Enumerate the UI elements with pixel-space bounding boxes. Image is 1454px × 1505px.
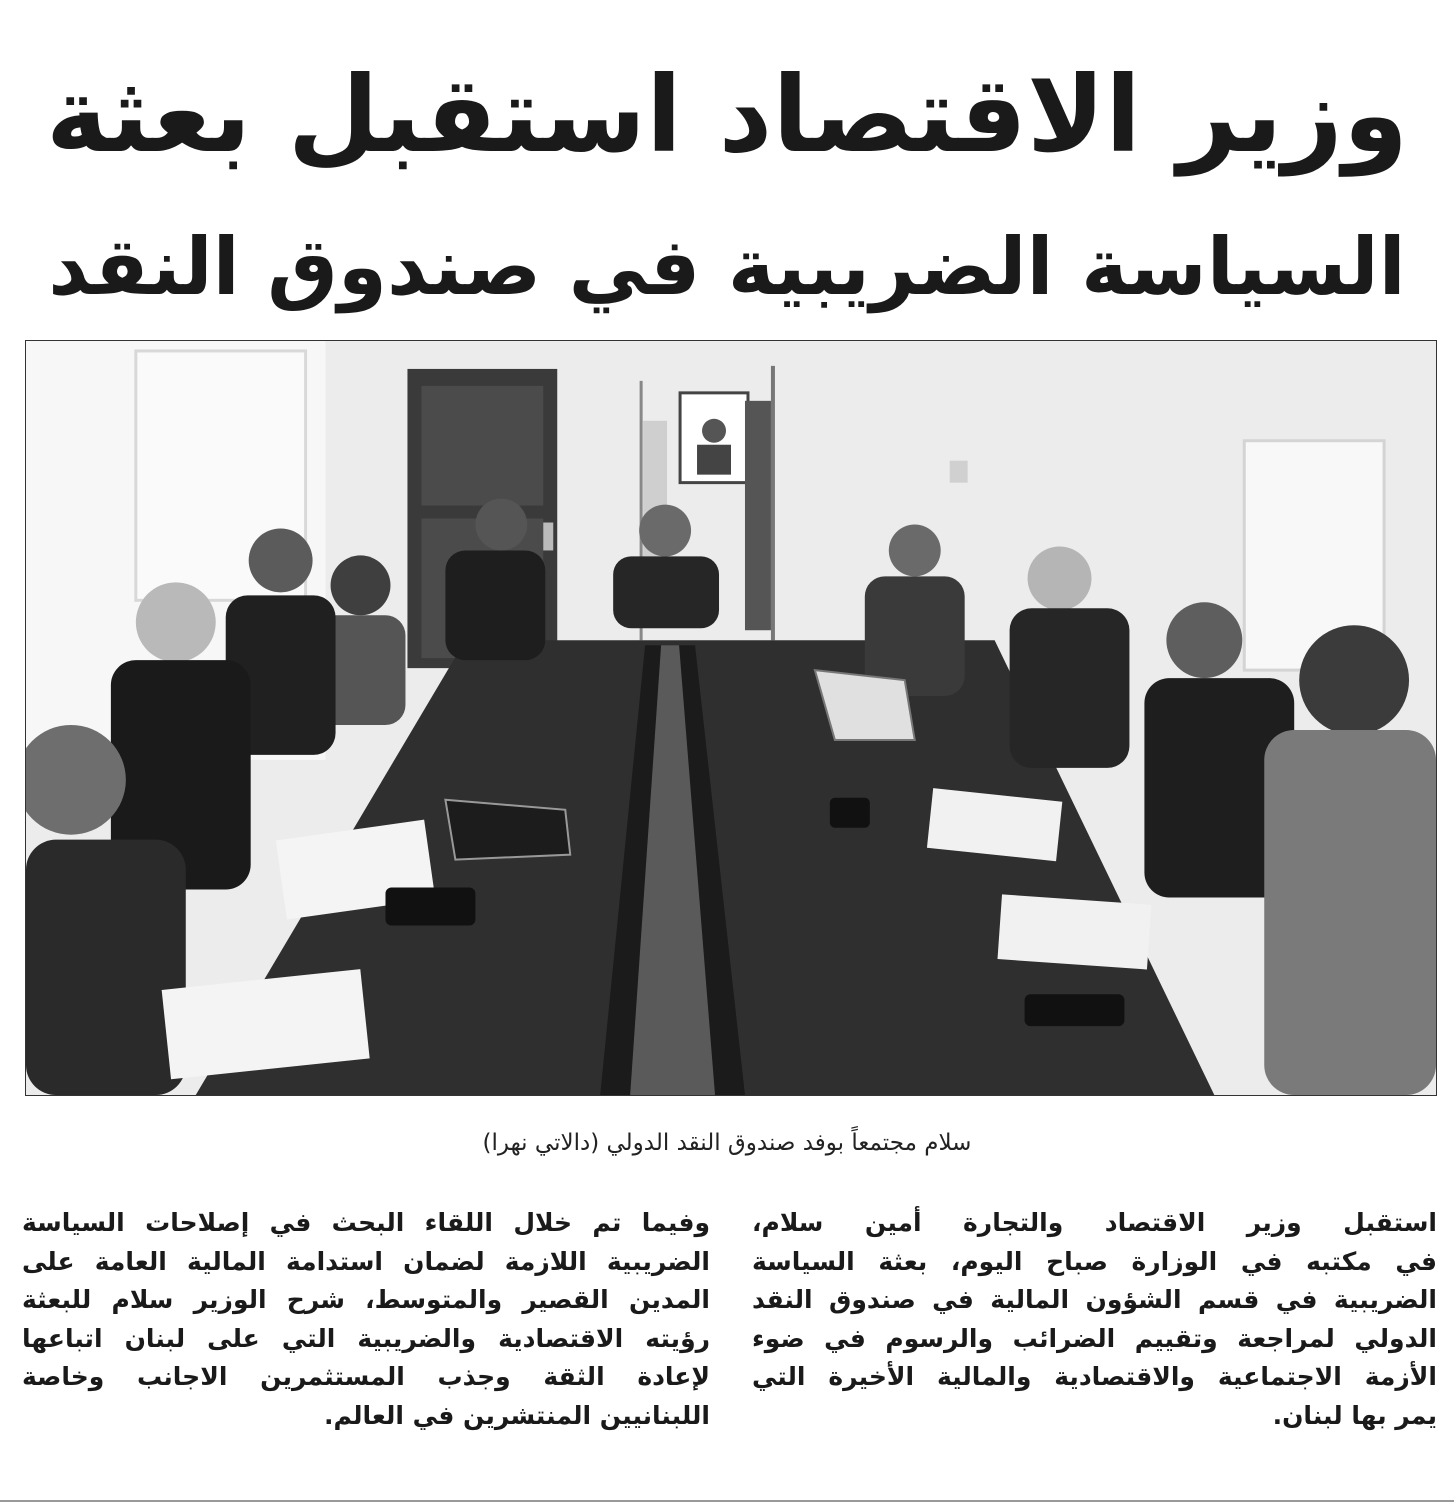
article-line: يمر بها لبنان.: [1272, 1400, 1437, 1430]
article-column-right: [752, 1204, 1437, 1435]
article-line: استقبل وزير الاقتصاد والتجارة أمين سلام،: [752, 1208, 1437, 1237]
bottom-divider: [0, 1500, 1454, 1502]
headline-line-1: وزير الاقتصاد استقبل بعثة: [45, 54, 1409, 177]
article-column-left: [22, 1204, 710, 1435]
article-line: لإعادة الثقة وجذب المستثمرين الاجانب وخاصة: [22, 1362, 710, 1391]
article-line: وفيما تم خلال اللقاء البحث في إصلاحات السياسة: [22, 1208, 710, 1237]
article-line: اللبنانيين المنتشرين في العالم.: [324, 1400, 710, 1430]
photo-caption: سلام مجتمعاً بوفد صندوق النقد الدولي (دالاتي نهرا): [482, 1130, 972, 1156]
article-line: في مكتبه في الوزارة صباح اليوم، بعثة السياسة: [752, 1246, 1437, 1276]
article-line: الضريبية في قسم الشؤون المالية في صندوق النقد: [752, 1285, 1437, 1314]
article-line: المدين القصير والمتوسط، شرح الوزير سلام للبعثة: [22, 1285, 710, 1314]
article-line: رؤيته الاقتصادية والضريبية التي على لبنان اتباعها: [22, 1323, 710, 1353]
headline-line-2: السياسة الضريبية في صندوق النقد: [48, 221, 1406, 314]
article-line: الضريبية اللازمة لضمان استدامة المالية العامة على: [22, 1246, 710, 1276]
article-line: الدولي لمراجعة وتقييم الضرائب والرسوم في ضوء: [752, 1323, 1437, 1353]
article-line: الأزمة الاجتماعية والاقتصادية والمالية الأخيرة التي: [752, 1362, 1437, 1391]
headline: [40, 39, 1414, 343]
meeting-photo: [25, 340, 1437, 1096]
meeting-photo-illustration: [26, 341, 1436, 1095]
